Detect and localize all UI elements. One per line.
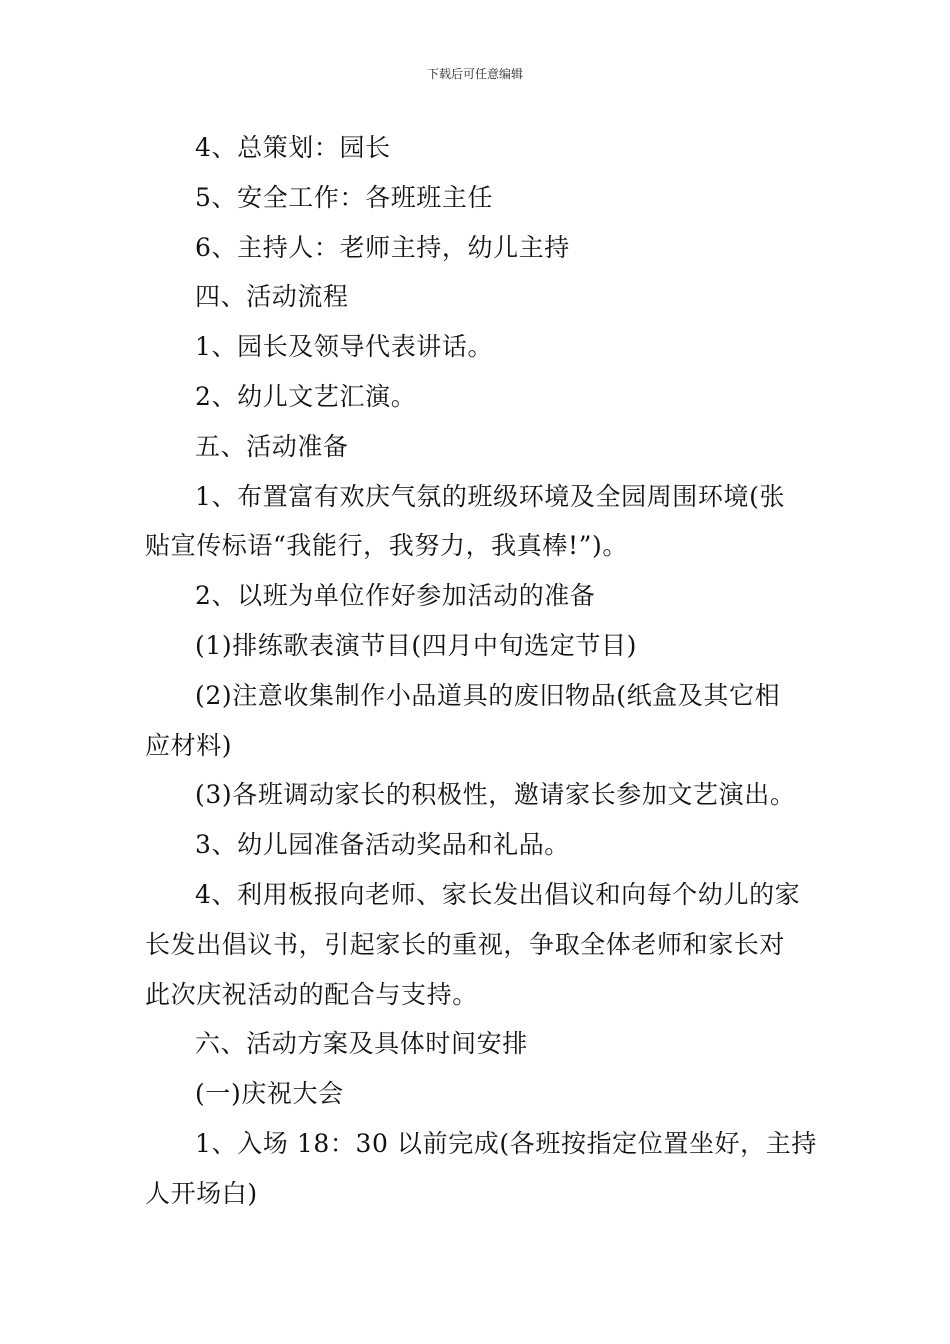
text-line: 五、活动准备: [195, 431, 349, 461]
text-line: (3)各班调动家长的积极性，邀请家长参加文艺演出。: [195, 780, 796, 810]
text-line: 4、总策划：园长: [195, 133, 391, 162]
text-line: 长发出倡议书，引起家长的重视，争取全体老师和家长对: [145, 929, 786, 959]
text-line: 2、幼儿文艺汇演。: [195, 381, 417, 411]
text-line: 1、入场 18：30 以前完成(各班按指定位置坐好，主持: [195, 1128, 817, 1158]
text-line: (一)庆祝大会: [195, 1079, 344, 1109]
text-line: 此次庆祝活动的配合与支持。: [145, 979, 478, 1009]
text-line: 2、以班为单位作好参加活动的准备: [195, 581, 596, 611]
text-line: 人开场白): [145, 1178, 258, 1208]
text-line: 贴宣传标语“我能行，我努力，我真棒!”)。: [145, 531, 628, 561]
text-line: 3、幼儿园准备活动奖品和礼品。: [195, 830, 570, 860]
text-line: (1)排练歌表演节目(四月中旬选定节目): [195, 630, 637, 660]
text-line: 四、活动流程: [195, 282, 349, 312]
document-body: [145, 123, 817, 1219]
text-line: 5、安全工作：各班班主任: [195, 182, 494, 212]
text-line: 6、主持人：老师主持，幼儿主持: [195, 232, 570, 262]
text-line: 1、布置富有欢庆气氛的班级环境及全园周围环境(张: [195, 481, 786, 511]
text-line: (2)注意收集制作小品道具的废旧物品(纸盒及其它相: [195, 680, 781, 710]
text-line: 4、利用板报向老师、家长发出倡议和向每个幼儿的家: [195, 879, 801, 909]
text-line: 应材料): [145, 730, 233, 760]
text-line: 1、园长及领导代表讲话。: [195, 332, 494, 362]
page-header: 下载后可任意编辑: [426, 67, 523, 81]
text-line: 六、活动方案及具体时间安排: [195, 1029, 528, 1059]
